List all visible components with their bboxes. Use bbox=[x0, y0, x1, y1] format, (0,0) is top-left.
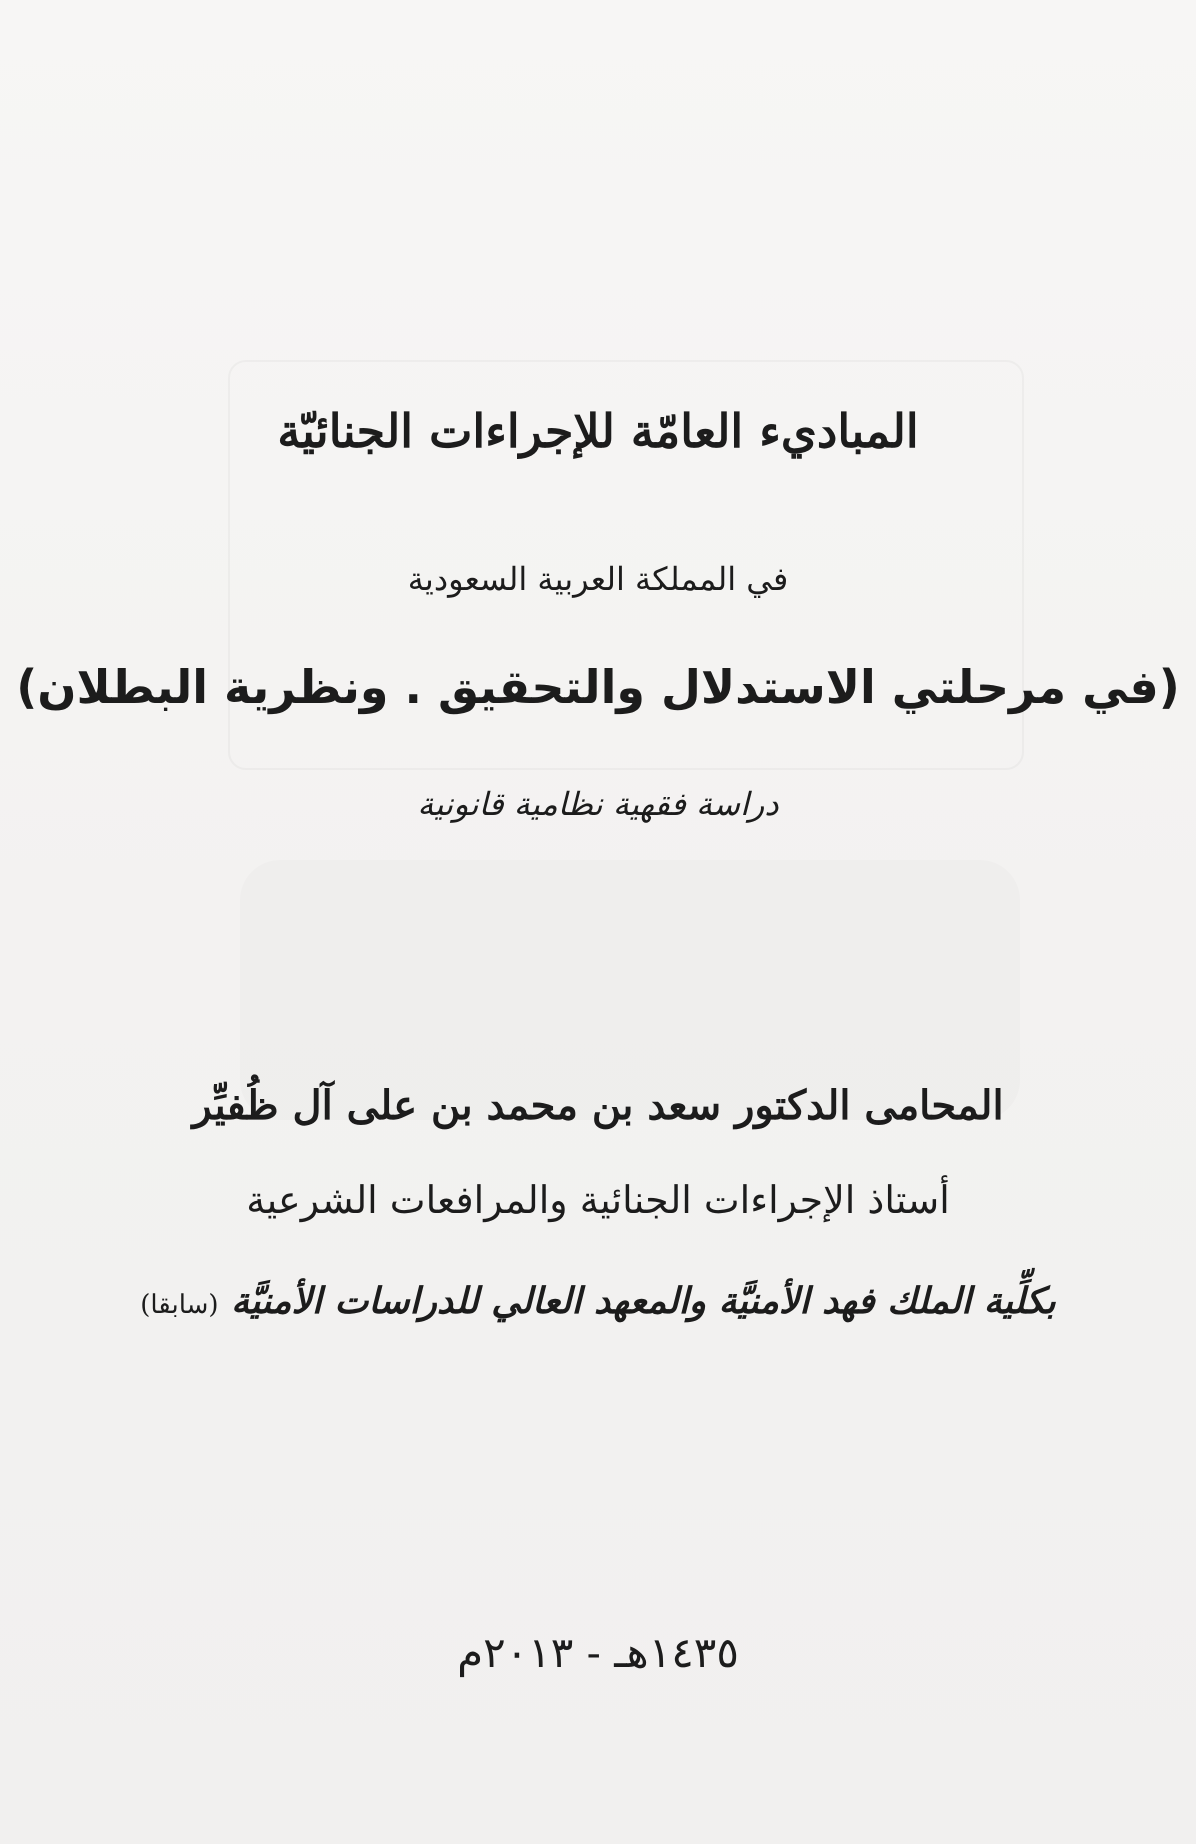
book-scope: (في مرحلتي الاستدلال والتحقيق . ونظرية البطلان) bbox=[16, 660, 1180, 714]
institution-name: بكلِّية الملك فهد الأمنيَّة والمعهد العالي للدراسات الأمنيَّة bbox=[231, 1280, 1056, 1322]
book-subtitle: في المملكة العربية السعودية bbox=[407, 560, 789, 598]
study-type: دراسة فقهية نظامية قانونية bbox=[417, 785, 779, 823]
author-name: المحامى الدكتور سعد بن محمد بن على آل ظُفيِّر bbox=[192, 1082, 1004, 1129]
institution-note: (سابقا) bbox=[140, 1290, 219, 1320]
publication-date: ١٤٣٥هـ - ٢٠١٣م bbox=[457, 1628, 739, 1677]
book-title: المباديء العامّة للإجراءات الجنائيّة bbox=[277, 404, 919, 458]
bleed-through-shadow bbox=[240, 860, 1020, 1120]
author-institution bbox=[0, 1280, 1196, 1322]
author-position: أستاذ الإجراءات الجنائية والمرافعات الشرعية bbox=[246, 1178, 950, 1222]
